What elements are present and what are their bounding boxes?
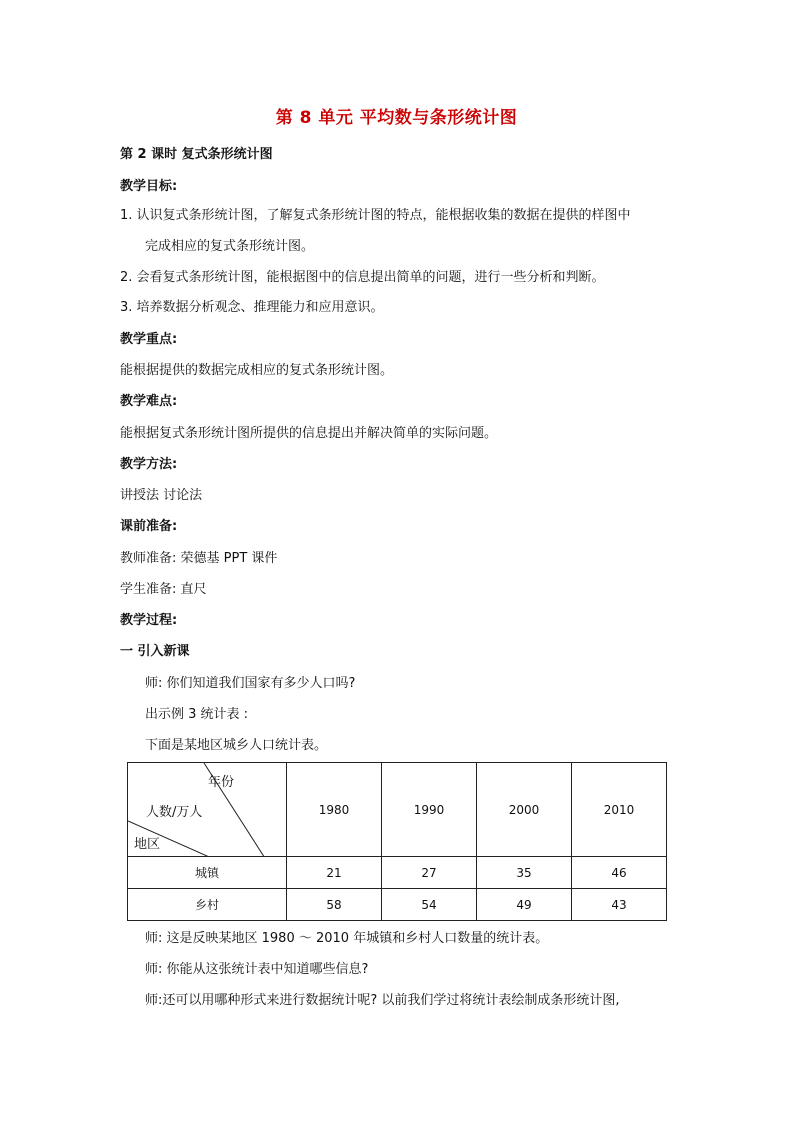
table-cell: 43 [572,889,667,921]
corner-label-region: 地区 [134,837,161,852]
row-label-rural: 乡村 [128,889,287,921]
table-description: 师: 这是反映某地区 1980 ～ 2010 年城镇和乡村人口数量的统计表。 [145,931,549,946]
table-corner-cell [128,763,287,857]
difficulties-text: 能根据复式条形统计图所提供的信息提出并解决简单的实际问题。 [120,426,498,441]
lesson-heading: 第 2 课时 复式条形统计图 [120,147,273,162]
goal-item-3: 3. 培养数据分析观念、推理能力和应用意识。 [120,300,384,315]
table-cell: 49 [477,889,572,921]
table-cell: 54 [382,889,477,921]
year-header: 1980 [287,763,382,857]
goal-item-1: 1. 认识复式条形统计图，了解复式条形统计图的特点，能根据收集的数据在提供的样图中 [120,208,631,223]
table-row [128,889,667,921]
table-row [128,857,667,889]
section-intro-heading: 一 引入新课 [120,644,190,659]
key-points-heading: 教学重点: [120,332,178,347]
student-preparation: 学生准备: 直尺 [120,582,207,597]
teacher-question-3: 师:还可以用哪种形式来进行数据统计呢? 以前我们学过将统计表绘制成条形统计图, [145,993,620,1008]
corner-label-people: 人数/万人 [146,805,203,820]
teacher-preparation: 教师准备: 荣德基 PPT 课件 [120,551,278,566]
teacher-question-1: 师: 你们知道我们国家有多少人口吗? [145,676,356,691]
key-points-text: 能根据提供的数据完成相应的复式条形统计图。 [120,363,394,378]
row-label-urban: 城镇 [128,857,287,889]
methods-text: 讲授法 讨论法 [120,488,203,503]
methods-heading: 教学方法: [120,457,178,472]
difficulties-heading: 教学难点: [120,394,178,409]
goal-item-1-continued: 完成相应的复式条形统计图。 [145,239,315,254]
year-header: 2010 [572,763,667,857]
preparation-heading: 课前准备: [120,519,178,534]
table-header-row [128,763,667,857]
table-cell: 46 [572,857,667,889]
table-cell: 35 [477,857,572,889]
process-heading: 教学过程: [120,613,178,628]
year-header: 2000 [477,763,572,857]
table-cell: 21 [287,857,382,889]
teacher-question-2: 师: 你能从这张统计表中知道哪些信息? [145,962,369,977]
table-cell: 27 [382,857,477,889]
corner-label-year: 年份 [208,775,235,790]
goal-item-2: 2. 会看复式条形统计图，能根据图中的信息提出简单的问题，进行一些分析和判断。 [120,270,605,285]
table-intro: 下面是某地区城乡人口统计表。 [145,738,328,753]
table-cell: 58 [287,889,382,921]
document-title: 第 8 单元 平均数与条形统计图 [275,108,518,128]
example-caption: 出示例 3 统计表 : [145,707,249,722]
year-header: 1990 [382,763,477,857]
population-table [127,762,667,921]
goals-heading: 教学目标: [120,179,178,194]
